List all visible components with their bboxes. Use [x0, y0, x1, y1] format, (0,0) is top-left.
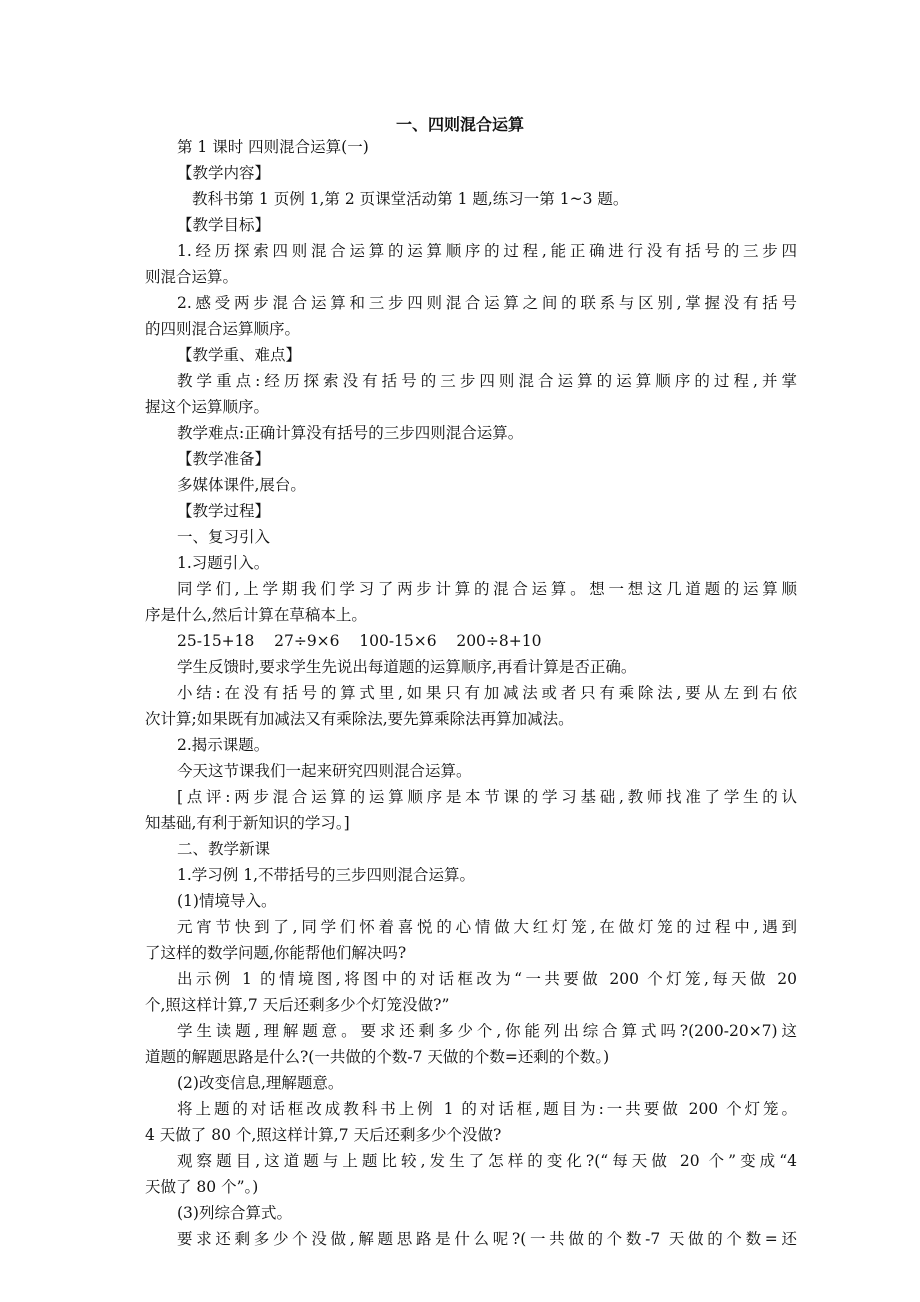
section-heading-goals: 【教学目标】 — [177, 216, 271, 234]
paragraph-line: (1)情境导入。 — [177, 892, 277, 910]
paragraph-line: 教学重点:经历探索没有括号的三步四则混合运算的运算顺序的过程,并掌 — [177, 372, 797, 390]
section-heading-keypoints: 【教学重、难点】 — [177, 346, 302, 364]
paragraph-line: 了这样的数学问题,你能帮他们解决吗? — [145, 944, 407, 962]
paragraph-line: 次计算;如果既有加减法又有乘除法,要先算乘除法再算加减法。 — [145, 710, 574, 728]
paragraph-line: 4 天做了 80 个,照这样计算,7 天后还剩多少个没做? — [145, 1126, 502, 1144]
paragraph-line: 教科书第 1 页例 1,第 2 页课堂活动第 1 题,练习一第 1~3 题。 — [192, 190, 629, 208]
paragraph-line: 1.学习例 1,不带括号的三步四则混合运算。 — [177, 866, 476, 884]
paragraph-line: 道题的解题思路是什么?(一共做的个数-7 天做的个数=还剩的个数。) — [145, 1048, 610, 1066]
paragraph-line: 2.揭示课题。 — [177, 736, 270, 754]
paragraph-line: 的四则混合运算顺序。 — [145, 320, 301, 338]
paragraph-line: 将上题的对话框改成教科书上例 1 的对话框,题目为:一共要做 200 个灯笼。 — [177, 1100, 797, 1118]
lesson-heading: 第 1 课时 四则混合运算(一) — [177, 138, 369, 156]
paragraph-line: 出示例 1 的情境图,将图中的对话框改为“一共要做 200 个灯笼,每天做 20 — [177, 970, 797, 988]
math-expressions: 25-15+18 27÷9×6 100-15×6 200÷8+10 — [177, 632, 542, 650]
paragraph-line: [点评:两步混合运算的运算顺序是本节课的学习基础,教师找准了学生的认 — [177, 788, 797, 806]
section-heading-content: 【教学内容】 — [177, 164, 271, 182]
document-title: 一、四则混合运算 — [395, 115, 524, 134]
paragraph-line: 今天这节课我们一起来研究四则混合运算。 — [177, 762, 472, 780]
paragraph-line: 学生读题,理解题意。要求还剩多少个,你能列出综合算式吗?(200-20×7)这 — [177, 1022, 797, 1040]
paragraph-line: 元宵节快到了,同学们怀着喜悦的心情做大红灯笼,在做灯笼的过程中,遇到 — [177, 918, 797, 936]
paragraph-line: 知基础,有利于新知识的学习。] — [145, 814, 350, 832]
paragraph-line: 学生反馈时,要求学生先说出每道题的运算顺序,再看计算是否正确。 — [177, 658, 637, 676]
paragraph-line: 握这个运算顺序。 — [145, 398, 270, 416]
paragraph-line: 序是什么,然后计算在草稿本上。 — [145, 606, 367, 624]
paragraph-line: (3)列综合算式。 — [177, 1204, 292, 1222]
paragraph-line: 观察题目,这道题与上题比较,发生了怎样的变化?(“每天做 20 个”变成“4 — [177, 1152, 797, 1170]
subsection-heading: 一、复习引入 — [177, 528, 271, 546]
subsection-heading: 二、教学新课 — [177, 840, 271, 858]
section-heading-preparation: 【教学准备】 — [177, 450, 271, 468]
paragraph-line: 1.经历探索四则混合运算的运算顺序的过程,能正确进行没有括号的三步四 — [177, 242, 797, 260]
paragraph-line: 教学难点:正确计算没有括号的三步四则混合运算。 — [177, 424, 524, 442]
paragraph-line: 2.感受两步混合运算和三步四则混合运算之间的联系与区别,掌握没有括号 — [177, 294, 797, 312]
paragraph-line: 小结:在没有括号的算式里,如果只有加减法或者只有乘除法,要从左到右依 — [177, 684, 797, 702]
paragraph-line: 个,照这样计算,7 天后还剩多少个灯笼没做?” — [145, 996, 450, 1014]
paragraph-line: 天做了 80 个”。) — [145, 1178, 259, 1196]
section-heading-process: 【教学过程】 — [177, 502, 271, 520]
paragraph-line: 同学们,上学期我们学习了两步计算的混合运算。想一想这几道题的运算顺 — [177, 580, 797, 598]
paragraph-line: 则混合运算。 — [145, 268, 239, 286]
paragraph-line: 多媒体课件,展台。 — [177, 476, 306, 494]
paragraph-line: 1.习题引入。 — [177, 554, 270, 572]
paragraph-line: 要求还剩多少个没做,解题思路是什么呢?(一共做的个数-7 天做的个数=还 — [177, 1230, 797, 1248]
paragraph-line: (2)改变信息,理解题意。 — [177, 1074, 344, 1092]
